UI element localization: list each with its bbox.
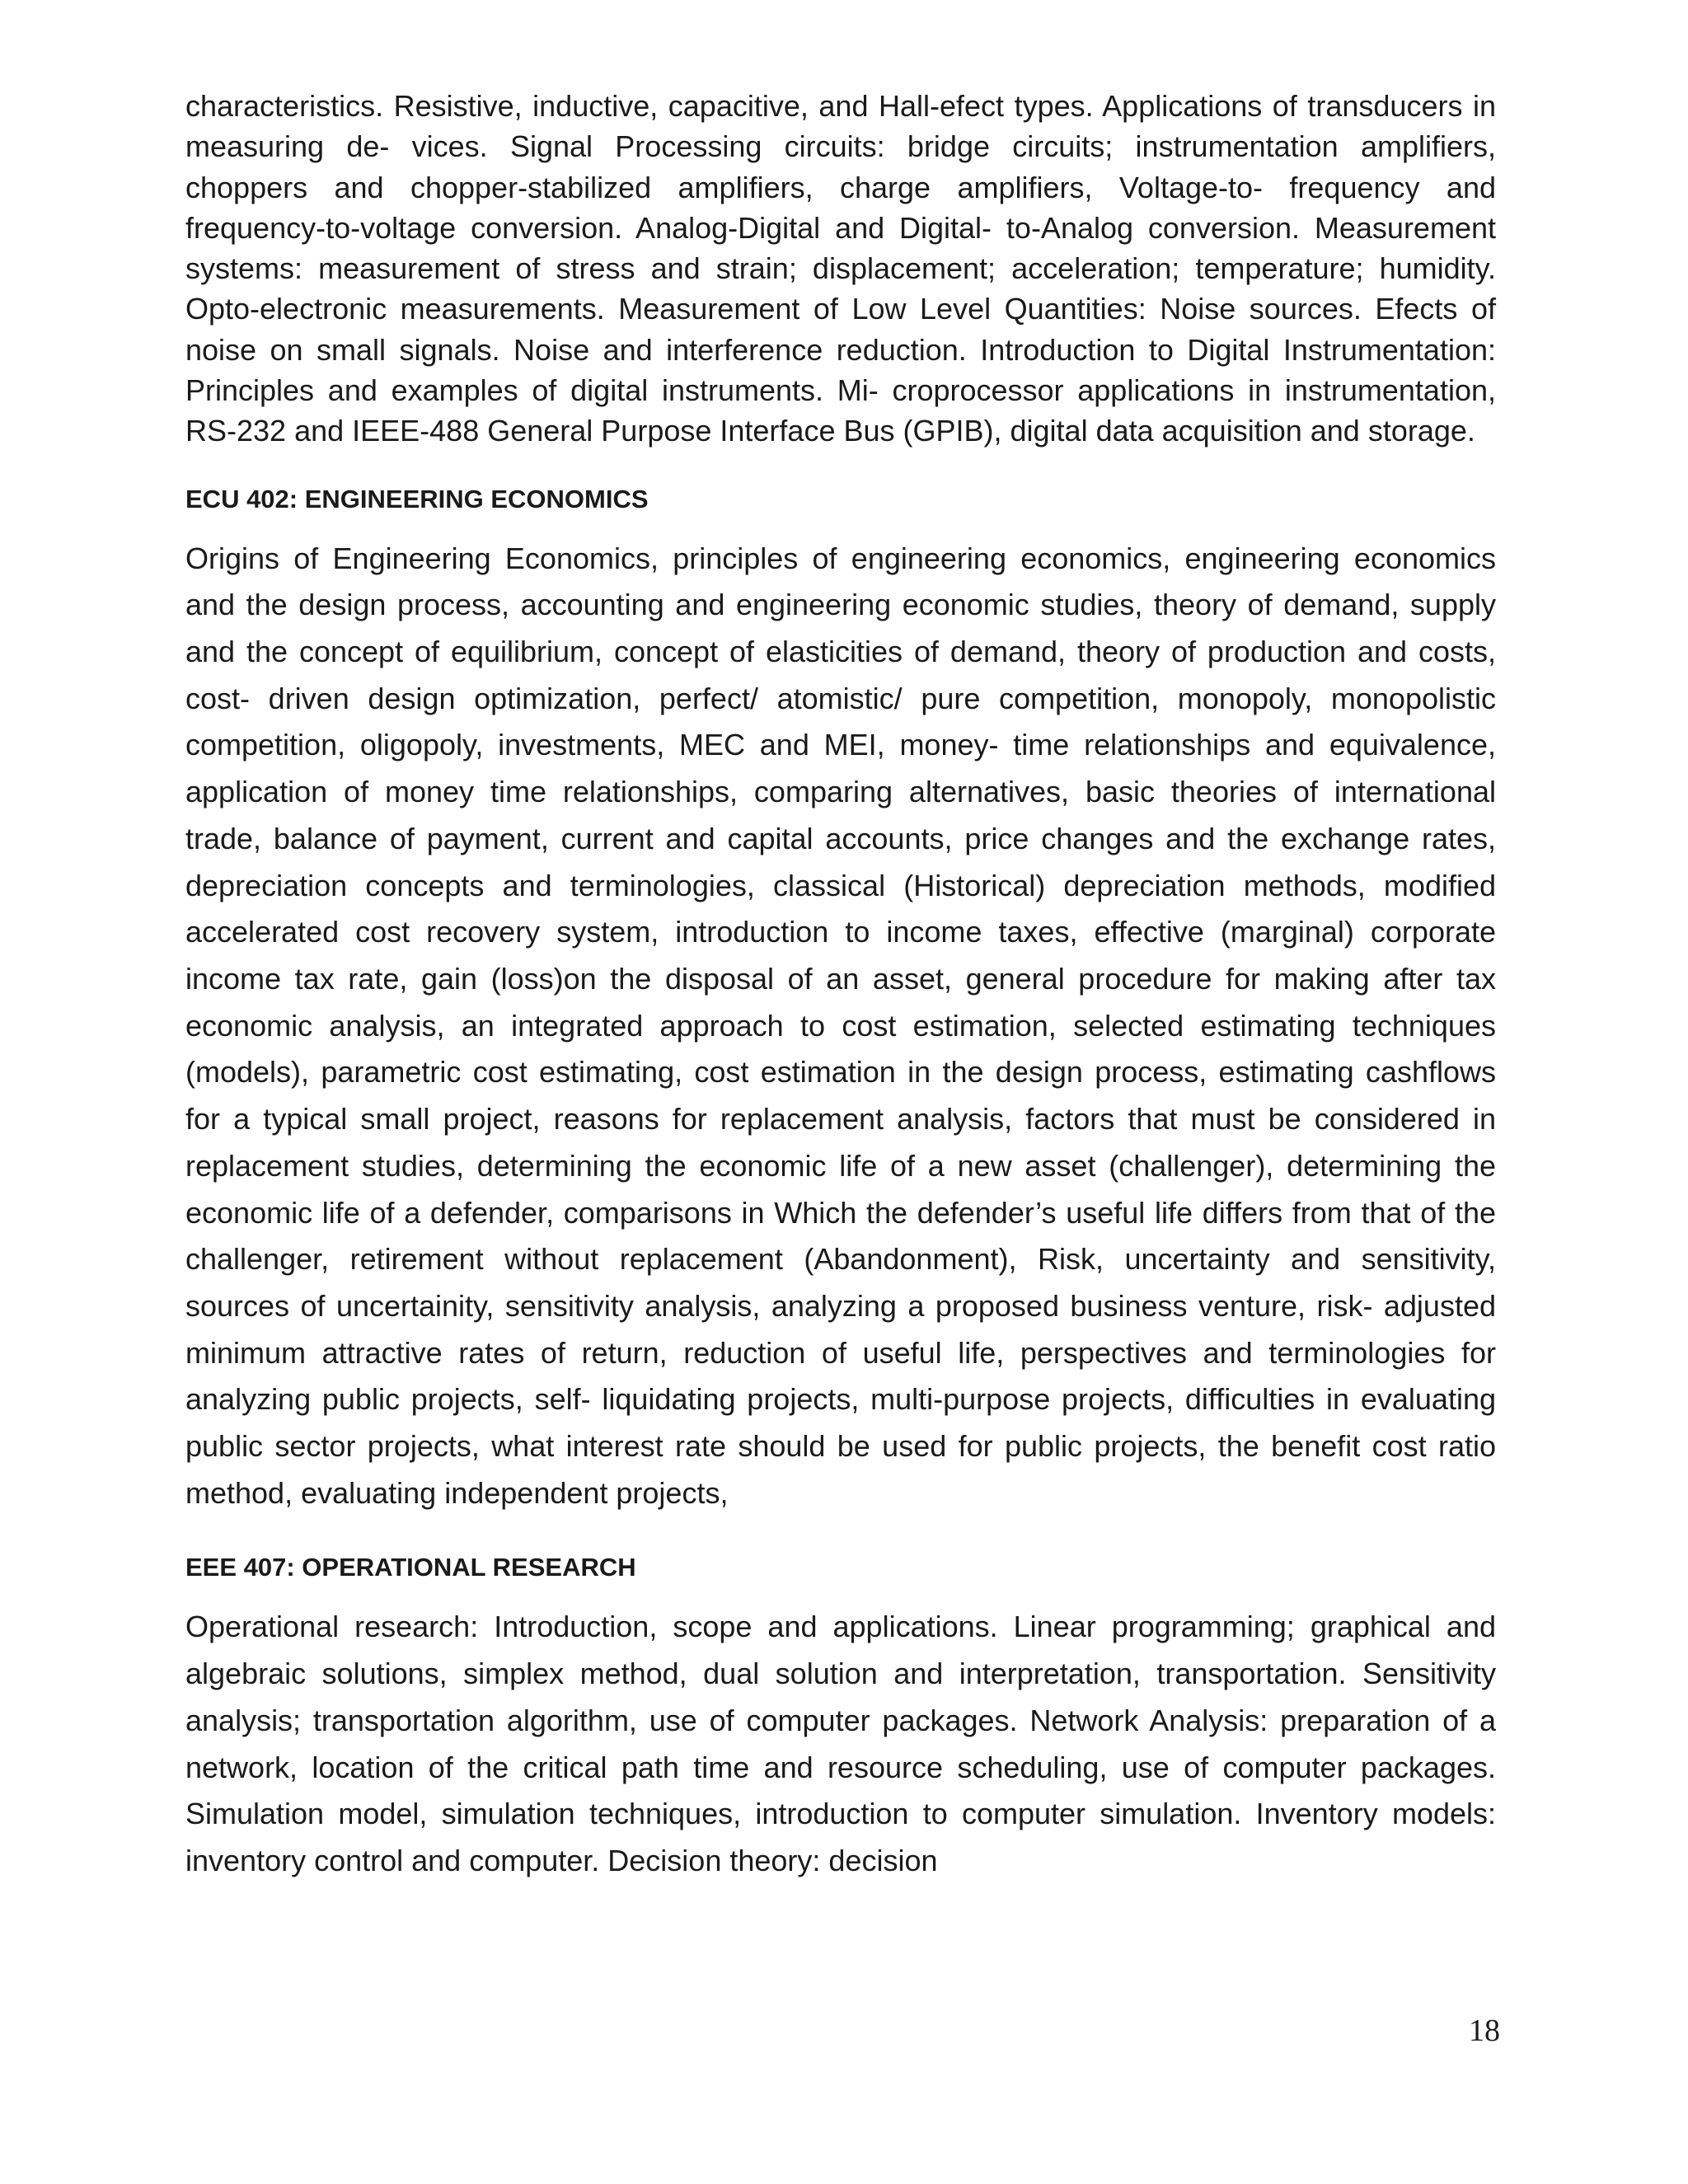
section-heading-eee407: EEE 407: OPERATIONAL RESEARCH [185,1553,636,1582]
section-body-eee407: Operational research: Introduction, scope and applications. Linear programming; graphical and algebraic solutions, simplex method, dual solution and interpretation, transportation. Sensitivity analysis; transportation algorithm, use of computer packages. Network Analysis: preparation of a network, location of the critical path time and resource scheduling, use of computer packages. Simulation model, simulation techniques, introduction to computer simulation. Inventory models: inventory control and computer. Decision theory: decision [185,1610,1496,1877]
page-number: 18 [1469,2013,1500,2048]
document-page [185,86,1496,1885]
section-heading-ecu402: ECU 402: ENGINEERING ECONOMICS [185,484,649,513]
section-body-ecu402: Origins of Engineering Economics, principles of engineering economics, engineering economics and the design process, accounting and engineering economic studies, theory of demand, supply and the concept of equilibrium, concept of elasticities of demand, theory of production and costs, cost- driven design optimization, perfect/ atomistic/ pure competition, monopoly, monopolistic competition, oligopoly, investments, MEC and MEI, money- time relationships and equivalence, application of money time relationships, comparing alternatives, basic theories of international trade, balance of payment, current and capital accounts, price changes and the exchange rates, depreciation concepts and terminologies, classical (Historical) depreciation methods, modified accelerated cost recovery system, introduction to income taxes, effective (marginal) corporate income tax rate, gain (loss)on the disposal of an asset, general procedure for making after tax economic analysis, an integrated approach to cost estimation, selected estimating techniques (models), parametric cost estimating, cost estimation in the design process, estimating cashflows for a typical small project, reasons for replacement analysis, factors that must be considered in replacement studies, determining the economic life of a new asset (challenger), determining the economic life of a defender, comparisons in Which the defender’s useful life differs from that of the challenger, retirement without replacement (Abandonment), Risk, uncertainty and sensitivity, sources of uncertainity, sensitivity analysis, analyzing a proposed business venture, risk- adjusted minimum attractive rates of return, reduction of useful life, perspectives and terminologies for analyzing public projects, self- liquidating projects, multi-purpose projects, difficulties in evaluating public sector projects, what interest rate should be used for public projects, the benefit cost ratio method, evaluating independent projects, [185,541,1496,1510]
intro-paragraph: characteristics. Resistive, inductive, capacitive, and Hall-efect types. Applications of transducers in measuring de- vices. Signal Processing circuits: bridge circuits; instrumentation amplifiers, choppers and chopper-stabilized amplifiers, charge amplifiers, Voltage-to- frequency and frequency-to-voltage conversion. Analog-Digital and Digital- to-Analog conversion. Measurement systems: measurement of stress and strain; displacement; acceleration; temperature; humidity. Opto-electronic measurements. Measurement of Low Level Quantities: Noise sources. Efects of noise on small signals. Noise and interference reduction. Introduction to Digital Instrumentation: Principles and examples of digital instruments. Mi- croprocessor applications in instrumentation, RS-232 and IEEE-488 General Purpose Interface Bus (GPIB), digital data acquisition and storage. [185,89,1496,448]
